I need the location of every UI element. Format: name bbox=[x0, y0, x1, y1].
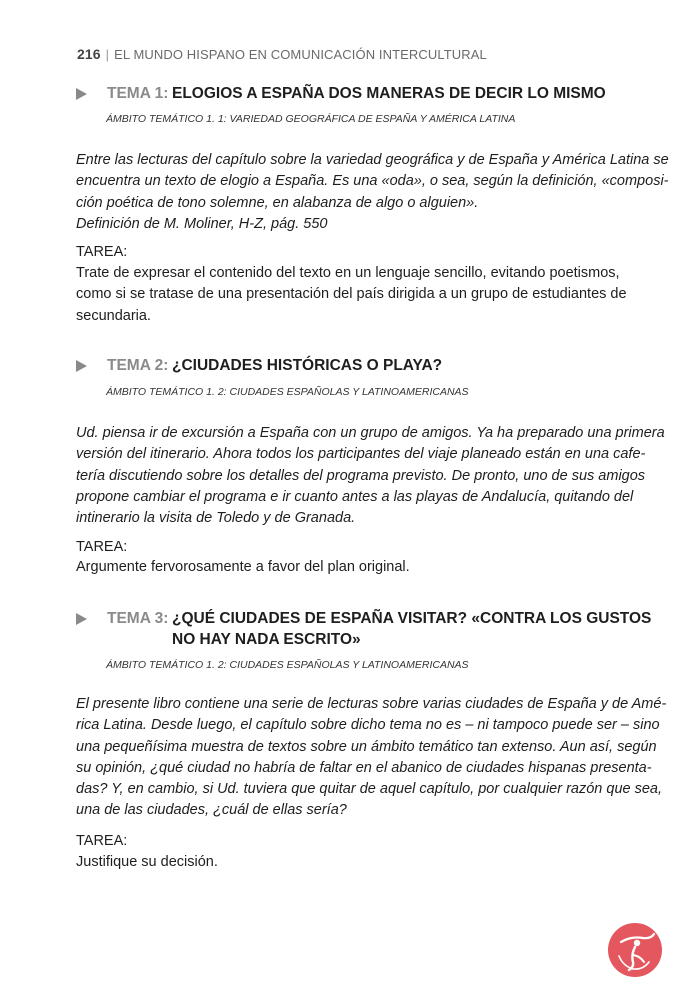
tema3-title-line-1: ¿QUÉ CIUDADES DE ESPAÑA VISITAR? «CONTRA LOS GUSTOS bbox=[172, 610, 652, 627]
tema1-label: TEMA 1: bbox=[107, 85, 169, 102]
tema3-tarea-label: TAREA: bbox=[76, 833, 128, 849]
text-line: propone cambiar el programa e ir cuanto antes a las playas de Andalucía, quitando del bbox=[76, 488, 634, 505]
text-line: das? Y, en cambio, si Ud. tuviera que quitar de aquel capítulo, por cualquier razón que sea, bbox=[76, 781, 663, 798]
tema1-ambito: ÁMBITO TEMÁTICO 1. 1: VARIEDAD GEOGRÁFICA DE ESPAÑA Y AMÉRICA LATINA bbox=[106, 113, 516, 125]
text-line: Argumente fervorosamente a favor del plan original. bbox=[76, 559, 410, 575]
text-line: una de las ciudades, ¿cuál de ellas sería? bbox=[76, 802, 347, 819]
text-line: versión del itinerario. Ahora todos los participantes del viaje planeado están en una cafe- bbox=[76, 446, 646, 463]
tema3-text bbox=[76, 694, 667, 822]
tema1-tarea-text bbox=[76, 263, 627, 327]
text-line: Trate de expresar el contenido del texto en un lenguaje sencillo, evitando poetismos, bbox=[76, 265, 620, 281]
tema2-tarea-label: TAREA: bbox=[76, 539, 128, 555]
text-line: una pequeñísima muestra de textos sobre un ámbito temático tan extenso. Aun así, según bbox=[76, 738, 657, 755]
text-line: El presente libro contiene una serie de lecturas sobre varias ciudades de España y de Amé- bbox=[76, 696, 667, 712]
text-line: secundaria. bbox=[76, 307, 151, 324]
tema3-tarea-text bbox=[76, 852, 610, 873]
text-line: su opinión, ¿qué ciudad no habría de faltar en el abanico de ciudades hispanas presenta- bbox=[76, 759, 652, 776]
text-line: como si se tratase de una presentación del país dirigida a un grupo de estudiantes de bbox=[76, 286, 627, 303]
text-line: Justifique su decisión. bbox=[76, 854, 218, 870]
tema1-title: ELOGIOS A ESPAÑA DOS MANERAS DE DECIR LO MISMO bbox=[172, 85, 606, 102]
text-line: Entre las lecturas del capítulo sobre la variedad geográfica y de España y América Latina se bbox=[76, 152, 669, 168]
running-title: EL MUNDO HISPANO EN COMUNICACIÓN INTERCULTURAL bbox=[114, 47, 487, 62]
page-number: 216 bbox=[77, 46, 101, 62]
text-line: Definición de M. Moliner, H-Z, pág. 550 bbox=[76, 215, 328, 232]
tema3-ambito: ÁMBITO TEMÁTICO 1. 2: CIUDADES ESPAÑOLAS Y LATINOAMERICANAS bbox=[106, 659, 469, 671]
text-line: rica Latina. Desde luego, el capítulo sobre dicho tema no es – ni tampoco puede ser – sino bbox=[76, 717, 660, 734]
tema1-text bbox=[76, 150, 669, 235]
text-line: intinerario la visita de Toledo y de Granada. bbox=[76, 510, 356, 527]
tema2-label: TEMA 2: bbox=[107, 357, 169, 374]
tema3-title-line-2: NO HAY NADA ESCRITO» bbox=[172, 631, 361, 648]
triangle-bullet-icon bbox=[76, 360, 87, 372]
tema2-ambito: ÁMBITO TEMÁTICO 1. 2: CIUDADES ESPAÑOLAS Y LATINOAMERICANAS bbox=[106, 386, 469, 398]
text-line: Ud. piensa ir de excursión a España con un grupo de amigos. Ya ha preparado una primera bbox=[76, 425, 665, 441]
tema2-tarea-text bbox=[76, 557, 610, 578]
tema2-text bbox=[76, 423, 665, 529]
tema3-label: TEMA 3: bbox=[107, 610, 169, 627]
text-line: ción poética de tono solemne, en alabanza de algo o alguien». bbox=[76, 194, 479, 211]
running-header bbox=[77, 46, 487, 62]
tema1-tarea-label: TAREA: bbox=[76, 244, 128, 260]
publisher-logo-icon bbox=[607, 922, 663, 978]
triangle-bullet-icon bbox=[76, 88, 87, 100]
text-line: tería discutiendo sobre los detalles del programa previsto. De pronto, uno de sus amigos bbox=[76, 467, 646, 484]
triangle-bullet-icon bbox=[76, 613, 87, 625]
header-separator: | bbox=[105, 47, 110, 62]
tema2-title: ¿CIUDADES HISTÓRICAS O PLAYA? bbox=[172, 357, 443, 374]
text-line: encuentra un texto de elogio a España. Es una «oda», o sea, según la definición, «composi- bbox=[76, 173, 669, 190]
